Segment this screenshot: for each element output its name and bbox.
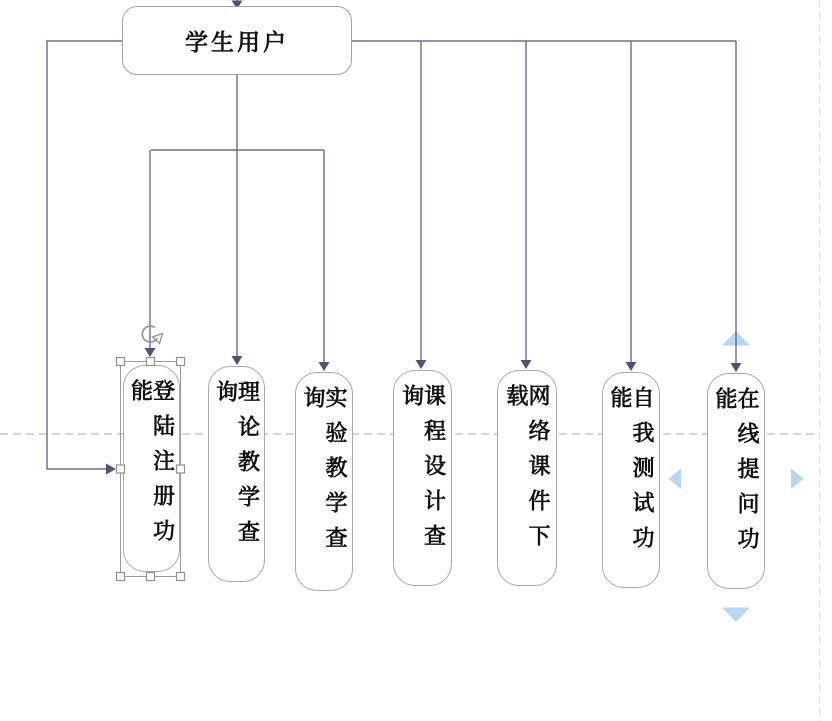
resize-handle-se[interactable] (177, 573, 185, 581)
node-login-register[interactable] (123, 365, 180, 572)
autoconnect-down-icon[interactable] (722, 608, 750, 623)
arrowhead-login-top (145, 348, 156, 357)
rotate-handle-icon[interactable] (142, 326, 162, 343)
node-courseware-download[interactable] (497, 370, 557, 586)
node-experiment-teaching-query[interactable] (295, 372, 353, 591)
arrowhead-courseware (521, 360, 532, 369)
node-theory-teaching-query[interactable] (208, 366, 265, 582)
node-online-question[interactable] (707, 373, 765, 589)
node-login-register-label: 登陆注册功能 (127, 379, 176, 554)
resize-handle-s[interactable] (147, 573, 155, 581)
autoconnect-right-icon[interactable] (791, 469, 804, 490)
node-online-question-label: 在线提问功能 (712, 387, 760, 562)
node-self-test[interactable] (602, 372, 660, 588)
resize-handle-nw[interactable] (117, 358, 125, 366)
arrowhead-experiment (319, 362, 330, 371)
node-theory-teaching-query-label: 理论教学查询 (212, 380, 261, 555)
autoconnect-up-icon[interactable] (722, 331, 750, 346)
arrowhead-course-design (416, 360, 427, 369)
node-self-test-label: 自我测试功能 (607, 386, 655, 561)
arrowhead-online-qa (731, 363, 742, 372)
arrowhead-self-test (626, 362, 637, 371)
autoconnect-left-icon[interactable] (669, 469, 682, 490)
node-experiment-teaching-query-label: 实验教学查询 (300, 386, 348, 561)
arrowhead-theory (232, 356, 243, 365)
node-courseware-download-label: 网络课件下载 (503, 384, 551, 559)
node-course-design-query-label: 课程设计查询 (398, 384, 447, 559)
arrowhead-login-left (106, 464, 116, 475)
node-student-user[interactable] (122, 6, 352, 75)
resize-handle-ne[interactable] (177, 358, 185, 366)
resize-handle-sw[interactable] (117, 573, 125, 581)
connector-root-to-login[interactable] (47, 41, 122, 469)
node-student-user-label: 学生用户 (185, 29, 289, 56)
node-course-design-query[interactable] (393, 370, 452, 586)
